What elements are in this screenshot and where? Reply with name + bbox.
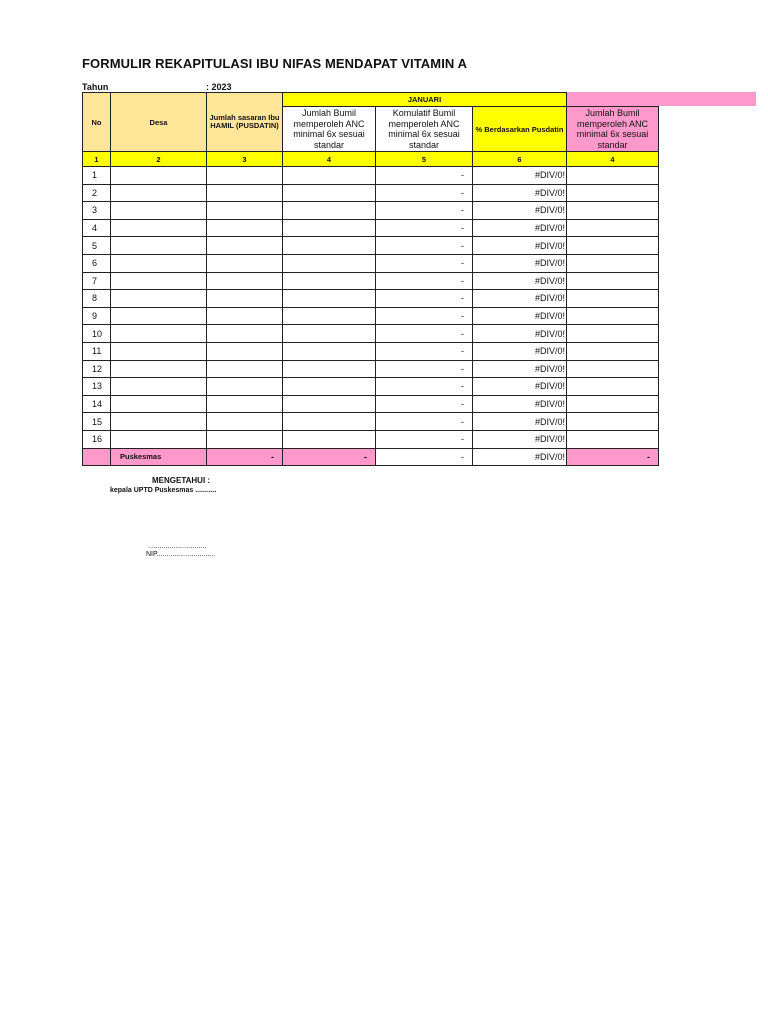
- year-value: : 2023: [206, 82, 232, 92]
- cell-persen: #DIV/0!: [473, 219, 567, 237]
- cell-kumulatif: -: [376, 167, 473, 185]
- cell-desa[interactable]: [111, 290, 207, 308]
- cell-anc[interactable]: [283, 237, 376, 255]
- total-sasaran: -: [207, 448, 283, 465]
- cell-kumulatif: -: [376, 184, 473, 202]
- cell-anc-next[interactable]: [567, 325, 659, 343]
- cell-persen: #DIV/0!: [473, 342, 567, 360]
- cell-desa[interactable]: [111, 167, 207, 185]
- signature-nip: NIP..............................: [146, 551, 216, 558]
- cell-anc-next[interactable]: [567, 360, 659, 378]
- signature-subtitle: kepala UPTD Puskesmas ...........: [110, 487, 217, 494]
- cell-desa[interactable]: [111, 430, 207, 448]
- recap-table: [82, 92, 659, 466]
- header-sasaran: Jumlah sasaran Ibu HAMIL (PUSDATIN): [207, 93, 283, 152]
- cell-anc[interactable]: [283, 219, 376, 237]
- cell-desa[interactable]: [111, 342, 207, 360]
- row-no: 7: [83, 272, 111, 290]
- cell-persen: #DIV/0!: [473, 254, 567, 272]
- header-blank: [567, 93, 659, 107]
- cell-persen: #DIV/0!: [473, 378, 567, 396]
- cell-kumulatif: -: [376, 219, 473, 237]
- total-no: [83, 448, 111, 465]
- cell-sasaran[interactable]: [207, 325, 283, 343]
- cell-anc[interactable]: [283, 413, 376, 431]
- cell-anc-next[interactable]: [567, 202, 659, 220]
- cell-desa[interactable]: [111, 325, 207, 343]
- total-kumulatif: -: [376, 448, 473, 465]
- table-row: [83, 202, 659, 220]
- total-label: Puskesmas: [111, 448, 207, 465]
- cell-anc-next[interactable]: [567, 254, 659, 272]
- row-no: 16: [83, 430, 111, 448]
- cell-persen: #DIV/0!: [473, 307, 567, 325]
- row-no: 6: [83, 254, 111, 272]
- header-month: JANUARI: [283, 93, 567, 107]
- header-desa: Desa: [111, 93, 207, 152]
- cell-persen: #DIV/0!: [473, 237, 567, 255]
- cell-persen: #DIV/0!: [473, 430, 567, 448]
- header-persen: % Berdasarkan Pusdatin: [473, 107, 567, 152]
- cell-anc[interactable]: [283, 342, 376, 360]
- cell-persen: #DIV/0!: [473, 413, 567, 431]
- cell-anc[interactable]: [283, 167, 376, 185]
- cell-anc[interactable]: [283, 254, 376, 272]
- row-no: 15: [83, 413, 111, 431]
- cell-sasaran[interactable]: [207, 219, 283, 237]
- table-row: [83, 237, 659, 255]
- cell-persen: #DIV/0!: [473, 184, 567, 202]
- cell-sasaran[interactable]: [207, 237, 283, 255]
- cell-anc[interactable]: [283, 202, 376, 220]
- cell-sasaran[interactable]: [207, 254, 283, 272]
- month-header-row: [83, 93, 659, 107]
- signature-title: MENGETAHUI :: [152, 476, 211, 485]
- cell-sasaran[interactable]: [207, 342, 283, 360]
- cell-sasaran[interactable]: [207, 184, 283, 202]
- cell-anc-next[interactable]: [567, 307, 659, 325]
- col-number: 2: [111, 152, 207, 167]
- table-row: [83, 342, 659, 360]
- cell-kumulatif: -: [376, 237, 473, 255]
- cell-sasaran[interactable]: [207, 378, 283, 396]
- table-row: [83, 167, 659, 185]
- cell-anc[interactable]: [283, 360, 376, 378]
- cell-anc[interactable]: [283, 325, 376, 343]
- cell-anc-next[interactable]: [567, 184, 659, 202]
- cell-desa[interactable]: [111, 360, 207, 378]
- cell-persen: #DIV/0!: [473, 272, 567, 290]
- table-row: [83, 325, 659, 343]
- cell-persen: #DIV/0!: [473, 325, 567, 343]
- cell-anc[interactable]: [283, 272, 376, 290]
- cell-sasaran[interactable]: [207, 167, 283, 185]
- col-number: 5: [376, 152, 473, 167]
- col-number: 1: [83, 152, 111, 167]
- cell-anc-next[interactable]: [567, 413, 659, 431]
- cell-desa[interactable]: [111, 254, 207, 272]
- cell-anc-next[interactable]: [567, 272, 659, 290]
- cell-desa[interactable]: [111, 413, 207, 431]
- col-number: 4: [283, 152, 376, 167]
- row-no: 8: [83, 290, 111, 308]
- cell-kumulatif: -: [376, 360, 473, 378]
- cell-anc-next[interactable]: [567, 395, 659, 413]
- cell-kumulatif: -: [376, 254, 473, 272]
- col-number: 3: [207, 152, 283, 167]
- header-kumulatif: Komulatif Bumil memperoleh ANC minimal 6x sesuai standar: [376, 107, 473, 152]
- cell-persen: #DIV/0!: [473, 167, 567, 185]
- cell-anc-next[interactable]: [567, 167, 659, 185]
- row-no: 9: [83, 307, 111, 325]
- cell-sasaran[interactable]: [207, 413, 283, 431]
- table-row: [83, 378, 659, 396]
- table-row: [83, 360, 659, 378]
- header-anc-next: Jumlah Bumil memperoleh ANC minimal 6x sesuai standar: [567, 107, 659, 152]
- cell-anc[interactable]: [283, 290, 376, 308]
- table-row: [83, 219, 659, 237]
- total-anc: -: [283, 448, 376, 465]
- row-no: 13: [83, 378, 111, 396]
- cell-desa[interactable]: [111, 219, 207, 237]
- total-persen: #DIV/0!: [473, 448, 567, 465]
- total-row: [83, 448, 659, 465]
- form-title: FORMULIR REKAPITULASI IBU NIFAS MENDAPAT VITAMIN A: [82, 56, 468, 71]
- row-no: 2: [83, 184, 111, 202]
- cell-sasaran[interactable]: [207, 395, 283, 413]
- table-row: [83, 413, 659, 431]
- cell-kumulatif: -: [376, 430, 473, 448]
- header-anc: Jumlah Bumil memperoleh ANC minimal 6x sesuai standar: [283, 107, 376, 152]
- cell-persen: #DIV/0!: [473, 360, 567, 378]
- cell-kumulatif: -: [376, 272, 473, 290]
- cell-desa[interactable]: [111, 272, 207, 290]
- cell-kumulatif: -: [376, 307, 473, 325]
- table-row: [83, 430, 659, 448]
- cell-anc-next[interactable]: [567, 430, 659, 448]
- cell-sasaran[interactable]: [207, 202, 283, 220]
- cell-kumulatif: -: [376, 413, 473, 431]
- cell-anc[interactable]: [283, 307, 376, 325]
- cell-desa[interactable]: [111, 184, 207, 202]
- row-no: 4: [83, 219, 111, 237]
- cell-kumulatif: -: [376, 202, 473, 220]
- row-no: 12: [83, 360, 111, 378]
- cell-desa[interactable]: [111, 378, 207, 396]
- total-anc-next: -: [567, 448, 659, 465]
- cell-anc-next[interactable]: [567, 378, 659, 396]
- cell-desa[interactable]: [111, 237, 207, 255]
- cell-sasaran[interactable]: [207, 290, 283, 308]
- table-row: [83, 307, 659, 325]
- col-number: 4: [567, 152, 659, 167]
- signature-name-line: ..............................: [148, 543, 207, 550]
- table-row: [83, 254, 659, 272]
- header-no: No: [83, 93, 111, 152]
- cell-anc[interactable]: [283, 395, 376, 413]
- cell-sasaran[interactable]: [207, 360, 283, 378]
- cell-kumulatif: -: [376, 290, 473, 308]
- column-number-row: [83, 152, 659, 167]
- cell-sasaran[interactable]: [207, 430, 283, 448]
- year-label: Tahun: [82, 82, 109, 92]
- cell-desa[interactable]: [111, 202, 207, 220]
- cell-kumulatif: -: [376, 395, 473, 413]
- row-no: 3: [83, 202, 111, 220]
- cell-persen: #DIV/0!: [473, 395, 567, 413]
- cell-desa[interactable]: [111, 395, 207, 413]
- cell-anc-next[interactable]: [567, 342, 659, 360]
- row-no: 5: [83, 237, 111, 255]
- cell-kumulatif: -: [376, 342, 473, 360]
- table-row: [83, 395, 659, 413]
- table-row: [83, 272, 659, 290]
- cell-kumulatif: -: [376, 378, 473, 396]
- table-row: [83, 184, 659, 202]
- cell-anc-next[interactable]: [567, 237, 659, 255]
- cell-anc[interactable]: [283, 430, 376, 448]
- col-number: 6: [473, 152, 567, 167]
- cell-anc-next[interactable]: [567, 219, 659, 237]
- cell-anc[interactable]: [283, 378, 376, 396]
- cell-sasaran[interactable]: [207, 307, 283, 325]
- row-no: 11: [83, 342, 111, 360]
- row-no: 10: [83, 325, 111, 343]
- cell-sasaran[interactable]: [207, 272, 283, 290]
- cell-desa[interactable]: [111, 307, 207, 325]
- cell-persen: #DIV/0!: [473, 290, 567, 308]
- cell-anc-next[interactable]: [567, 290, 659, 308]
- table-row: [83, 290, 659, 308]
- cell-kumulatif: -: [376, 325, 473, 343]
- cell-anc[interactable]: [283, 184, 376, 202]
- cell-persen: #DIV/0!: [473, 202, 567, 220]
- row-no: 14: [83, 395, 111, 413]
- row-no: 1: [83, 167, 111, 185]
